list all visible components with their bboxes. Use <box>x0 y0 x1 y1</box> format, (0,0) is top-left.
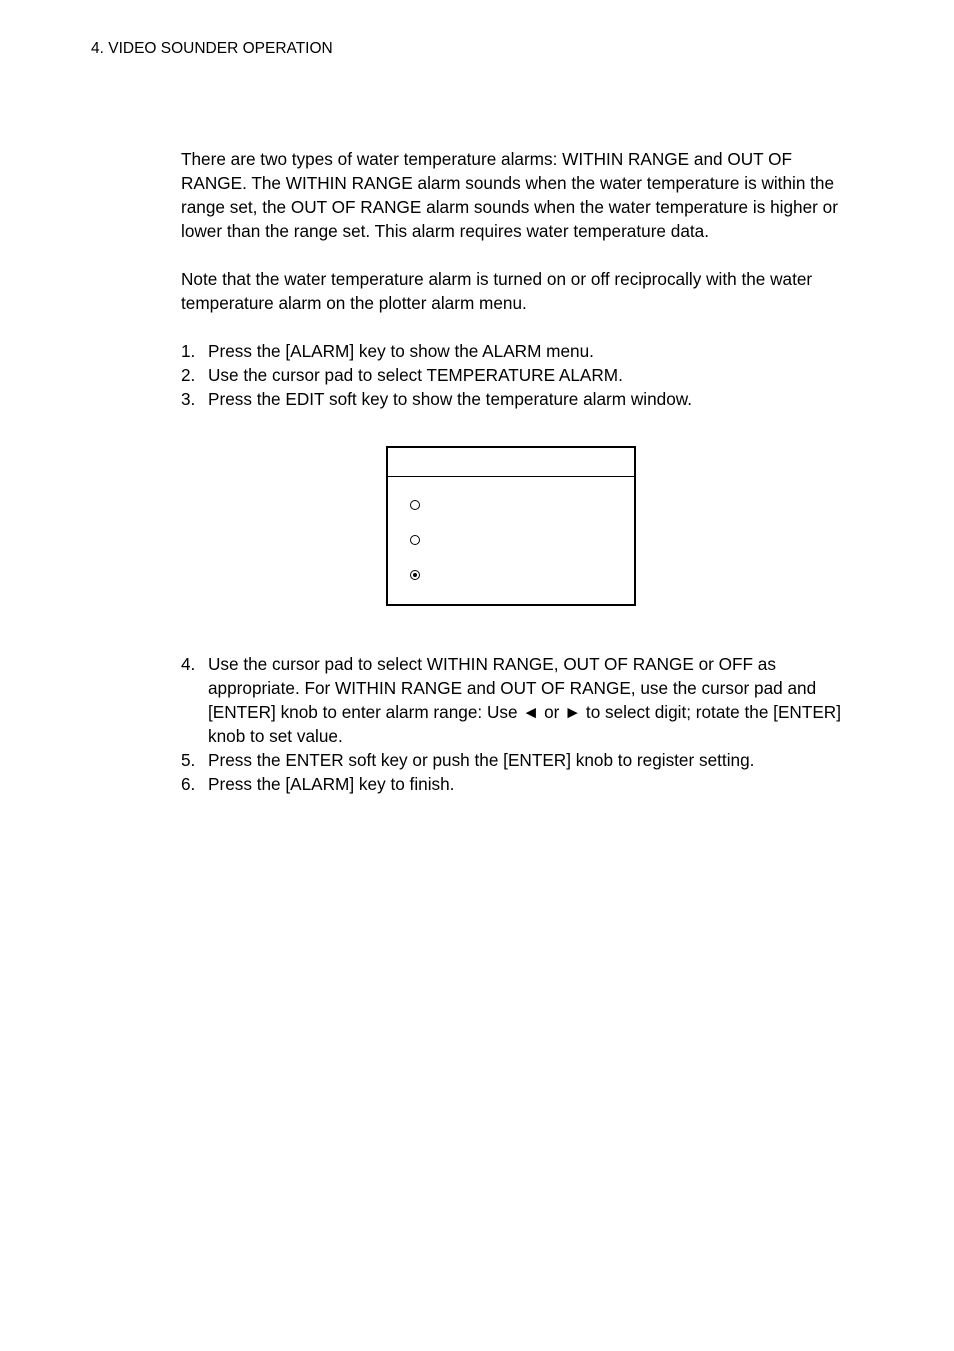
alarm-option-off[interactable] <box>410 570 420 580</box>
step-item <box>181 363 851 387</box>
step-number: 2. <box>181 365 196 385</box>
step-number: 6. <box>181 774 196 794</box>
step-item <box>181 339 851 363</box>
step-number: 5. <box>181 750 196 770</box>
step-number: 3. <box>181 389 196 409</box>
radio-button-icon <box>410 500 420 510</box>
intro-section <box>181 147 851 411</box>
step-item <box>181 748 851 772</box>
window-title-bar <box>388 448 634 477</box>
alarm-option-within-range[interactable] <box>410 500 420 510</box>
step-text: Press the EDIT soft key to show the temperature alarm window. <box>208 389 693 409</box>
running-header: 4. VIDEO SOUNDER OPERATION <box>91 40 333 57</box>
step-text: Press the ENTER soft key or push the [ENTER] knob to register setting. <box>208 750 755 770</box>
radio-selected-icon <box>410 570 420 580</box>
step-number: 4. <box>181 654 196 674</box>
alarm-option-out-of-range[interactable] <box>410 535 420 545</box>
step-text: Use the cursor pad to select TEMPERATURE ALARM. <box>208 365 623 385</box>
steps-list <box>181 339 851 411</box>
step-item <box>181 652 851 748</box>
radio-button-icon <box>410 535 420 545</box>
step-number: 1. <box>181 341 196 361</box>
temperature-alarm-window <box>386 446 636 606</box>
step-text: Press the [ALARM] key to finish. <box>208 774 455 794</box>
note-paragraph: Note that the water temperature alarm is turned on or off reciprocally with the water temperature alarm on the plotter alarm menu. <box>181 269 813 313</box>
step-text: Use the cursor pad to select WITHIN RANGE, OUT OF RANGE or OFF as appropriate. For WITHIN RANGE and OUT OF RANGE, use the cursor pad and [ENTER] knob to enter alarm range: Use ◄ or ► to select digit; rotate the [ENTER] knob to set value. <box>208 654 841 746</box>
steps-list-continued <box>181 652 851 796</box>
step-item <box>181 387 851 411</box>
step-item <box>181 772 851 796</box>
intro-paragraph: There are two types of water temperature alarms: WITHIN RANGE and OUT OF RANGE. The WITHIN RANGE alarm sounds when the water temperature is within the range set, the OUT OF RANGE alarm sounds when the water temperature is higher or lower than the range set. This alarm requires water temperature data. <box>181 149 838 241</box>
step-text: Press the [ALARM] key to show the ALARM menu. <box>208 341 594 361</box>
